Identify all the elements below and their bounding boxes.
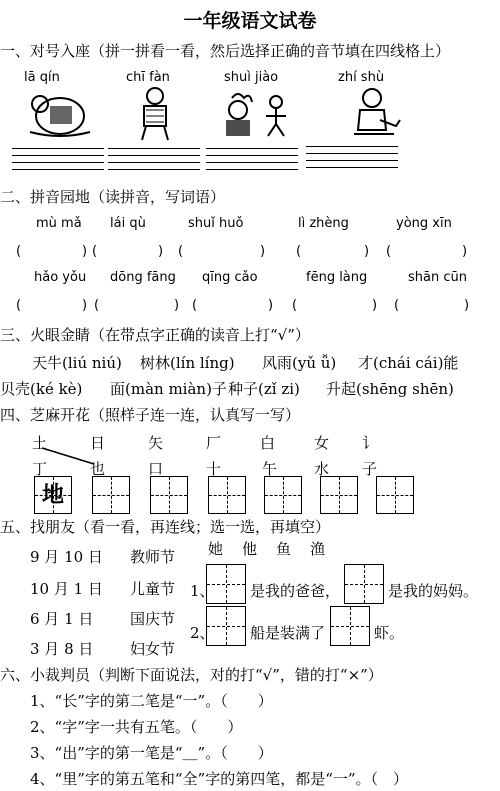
radical-bottom-7[interactable]: 子 [362, 460, 378, 478]
answer-open-7[interactable]: ( [94, 298, 100, 313]
answer-open-10[interactable]: ( [394, 298, 400, 313]
fill-sentence-1-number: 1、 [190, 582, 215, 600]
answer-open-8[interactable]: ( [192, 298, 198, 313]
radical-bottom-4[interactable]: 十 [206, 460, 222, 478]
four-line-grid-2[interactable] [108, 148, 200, 176]
pinyin-4: zhí shù [338, 70, 385, 85]
writing-box-2[interactable] [92, 476, 130, 514]
radical-top-3[interactable]: 矢 [148, 434, 164, 452]
fill-box-4[interactable] [330, 606, 370, 646]
answer-close-2: ) [158, 244, 164, 259]
four-line-grid-1[interactable] [12, 148, 104, 176]
section-5-heading: 五、找朋友（看一看，再连线；选一选，再填空） [0, 518, 331, 536]
writing-box-4[interactable] [208, 476, 246, 514]
answer-close-6: ) [82, 298, 88, 313]
phonetic-choice-3[interactable]: 风雨(yǔ ǚ) [262, 354, 337, 372]
page-title: 一年级语文试卷 [183, 10, 317, 32]
writing-box-5[interactable] [264, 476, 302, 514]
pinyin-row1-2: lái qù [110, 216, 146, 231]
eating-icon [130, 86, 180, 142]
fill-box-3[interactable] [206, 606, 246, 646]
pinyin-row2-4: fēng làng [306, 270, 368, 285]
fill-box-1[interactable] [206, 564, 246, 604]
phonetic-choice-7[interactable]: 种子(zǐ zi) [228, 380, 300, 398]
pinyin-2: chī fàn [126, 70, 170, 85]
radical-bottom-2[interactable]: 也 [90, 460, 106, 478]
answer-open-2[interactable]: ( [92, 244, 98, 259]
radical-top-6[interactable]: 女 [314, 434, 330, 452]
radical-top-2[interactable]: 日 [90, 434, 106, 452]
festival-2[interactable]: 儿童节 [130, 580, 176, 598]
radical-bottom-6[interactable]: 水 [314, 460, 330, 478]
radical-top-5[interactable]: 白 [260, 434, 276, 452]
tree-planting-icon [344, 86, 404, 140]
writing-box-3[interactable] [150, 476, 188, 514]
judge-item-2[interactable]: 2、“字”字一共有五笔。（ ） [30, 718, 243, 736]
section-3-heading: 三、火眼金睛（在带点字正确的读音上打“√”） [0, 326, 310, 344]
phonetic-choice-8[interactable]: 升起(shēng shēn) [326, 380, 454, 398]
word-choices: 她 他 鱼 渔 [208, 540, 328, 558]
radical-bottom-3[interactable]: 口 [148, 460, 164, 478]
date-2[interactable]: 10 月 1 日 [30, 580, 103, 598]
four-line-grid-3[interactable] [206, 148, 298, 176]
pinyin-row1-5: yòng xīn [396, 216, 452, 231]
writing-box-1[interactable] [34, 476, 72, 514]
judge-item-1[interactable]: 1、“长”字的第二笔是“一”。（ ） [30, 692, 273, 710]
accordion-player-icon [20, 88, 100, 140]
pinyin-row1-4: lì zhèng [298, 216, 349, 231]
date-4[interactable]: 3 月 8 日 [30, 640, 94, 658]
four-line-grid-4[interactable] [306, 146, 398, 174]
pinyin-row1-3: shuǐ huǒ [188, 216, 244, 231]
writing-box-7[interactable] [376, 476, 414, 514]
pinyin-row2-1: hǎo yǒu [34, 270, 87, 285]
festival-3[interactable]: 国庆节 [130, 610, 176, 628]
answer-open-9[interactable]: ( [292, 298, 298, 313]
answer-close-1: ) [82, 244, 88, 259]
pinyin-1: lā qín [24, 70, 60, 85]
radical-top-1[interactable]: 土 [32, 434, 48, 452]
answer-open-5[interactable]: ( [386, 244, 392, 259]
answer-close-7: ) [174, 298, 180, 313]
date-1[interactable]: 9 月 10 日 [30, 548, 103, 566]
festival-1[interactable]: 教师节 [130, 548, 176, 566]
fill-sentence-1-middle: 是我的爸爸， [250, 582, 341, 600]
phonetic-choice-1[interactable]: 天牛(liú niú) [32, 354, 122, 372]
judge-item-4[interactable]: 4、“里”字的第五笔和“全”字的第四笔，都是“一”。（ ） [30, 770, 409, 788]
answer-close-10: ) [464, 298, 470, 313]
fill-sentence-2-number: 2、 [190, 624, 215, 642]
phonetic-choice-5[interactable]: 贝壳(ké kè) [0, 380, 83, 398]
radical-bottom-5[interactable]: 午 [262, 460, 278, 478]
fill-box-2[interactable] [344, 564, 384, 604]
answer-open-1[interactable]: ( [16, 244, 22, 259]
sleeping-icon [212, 88, 302, 140]
section-1-heading: 一、对号入座（拼一拼看一看，然后选择正确的音节填在四线格上） [0, 42, 451, 60]
phonetic-choice-6[interactable]: 面(màn miàn)子 [110, 380, 227, 398]
fill-sentence-2-end: 虾。 [374, 624, 405, 642]
answer-open-6[interactable]: ( [16, 298, 22, 313]
pinyin-row2-3: qīng cǎo [202, 270, 258, 285]
section-4-heading: 四、芝麻开花（照样子连一连，认真写一写） [0, 406, 301, 424]
phonetic-choice-2[interactable]: 树林(lín líng) [140, 354, 235, 372]
pinyin-3: shuì jiào [224, 70, 279, 85]
fill-sentence-1-end: 是我的妈妈。 [388, 582, 479, 600]
answer-open-4[interactable]: ( [296, 244, 302, 259]
answer-close-3: ) [260, 244, 266, 259]
festival-4[interactable]: 妇女节 [130, 640, 176, 658]
pinyin-row1-1: mù mǎ [36, 216, 82, 231]
radical-top-4[interactable]: 厂 [206, 434, 222, 452]
phonetic-choice-4[interactable]: 才(chái cái)能 [358, 354, 459, 372]
judge-item-3[interactable]: 3、“出”字的第一笔是“＿”。（ ） [30, 744, 273, 762]
date-3[interactable]: 6 月 1 日 [30, 610, 94, 628]
answer-close-8: ) [268, 298, 274, 313]
answer-open-3[interactable]: ( [178, 244, 184, 259]
writing-box-6[interactable] [320, 476, 358, 514]
radical-top-7[interactable]: 讠 [362, 434, 378, 452]
section-6-heading: 六、小裁判员（判断下面说法，对的打“√”，错的打“×”） [0, 666, 383, 684]
answer-close-5: ) [462, 244, 468, 259]
example-character: 地 [41, 482, 64, 508]
answer-close-4: ) [364, 244, 370, 259]
section-2-heading: 二、拼音园地（读拼音，写词语） [0, 188, 226, 206]
pinyin-row2-5: shān cūn [408, 270, 467, 285]
pinyin-row2-2: dōng fāng [110, 270, 176, 285]
radical-bottom-1[interactable]: 丁 [32, 460, 48, 478]
fill-sentence-2-middle: 船是装满了 [250, 624, 326, 642]
answer-close-9: ) [372, 298, 378, 313]
